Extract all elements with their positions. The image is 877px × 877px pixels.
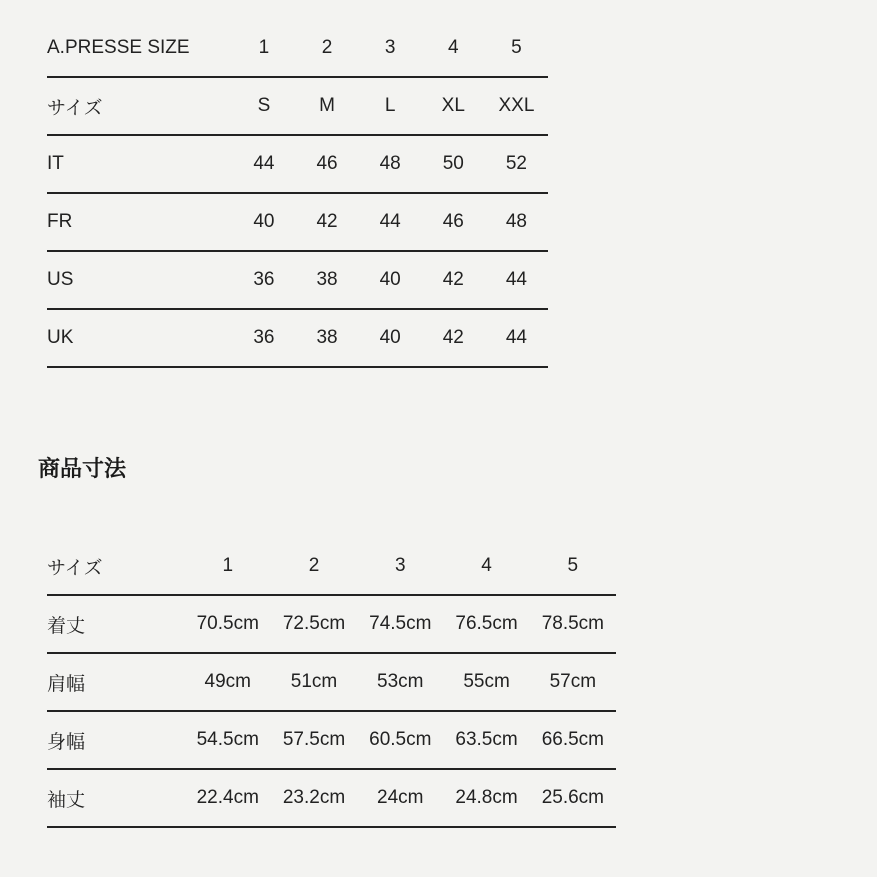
dim-table-header-row [47,538,616,595]
size-table-row [47,77,548,135]
size-table-cell: 42 [316,211,338,232]
size-table-cell: 46 [442,211,464,232]
dim-table-cell: 74.5cm [369,613,432,634]
size-table-cell: 40 [379,327,401,348]
dim-table-row-label: 着丈 [47,615,86,637]
dim-table-cell: 54.5cm [196,729,259,750]
size-table-cell: 50 [442,153,464,174]
size-table-cell: S [257,95,271,116]
dim-table-cell: 57cm [549,671,597,692]
size-table-cell: L [384,95,396,116]
dim-table-cell: 2 [308,555,320,576]
size-table-row-label: UK [47,327,74,348]
size-table-cell: 48 [379,153,401,174]
dim-table-cell: 66.5cm [541,729,604,750]
dim-table-cell: 57.5cm [282,729,346,750]
dim-table-cell: 23.2cm [282,787,346,808]
size-table-row [47,193,548,251]
size-table-cell: 44 [505,327,527,348]
dim-table-cell: 51cm [290,671,338,692]
dim-table-row [47,595,616,653]
dim-table-row-label: サイズ [47,557,103,579]
dim-table-cell: 70.5cm [196,613,259,634]
size-table-cell: 5 [511,37,522,58]
dim-table-cell: 22.4cm [196,787,259,808]
dim-table-cell: 72.5cm [282,613,346,634]
dim-table-cell: 53cm [377,671,424,692]
product-dimensions-table [47,538,616,828]
size-table-row-label: US [47,269,74,290]
size-table-cell: 3 [384,37,396,58]
dim-table-cell: 60.5cm [369,729,432,750]
size-conversion-table [47,20,548,368]
dim-table-row-label: 身幅 [47,731,86,753]
size-table-row-label: A.PRESSE SIZE [47,37,190,58]
size-table-cell: 46 [316,153,338,174]
size-table-cell: 4 [448,37,459,58]
size-table-row-label: FR [47,211,73,232]
size-table-cell: 36 [253,269,275,290]
dim-table-row-label: 袖丈 [47,789,86,811]
size-table-cell: 42 [442,269,464,290]
dim-table-cell: 3 [395,555,406,576]
size-table-row [47,135,548,193]
dim-table-cell: 63.5cm [455,729,518,750]
section-title: 商品寸法 [38,456,127,481]
size-table-cell: M [319,95,335,116]
dim-table-row-label: 肩幅 [47,673,86,695]
dim-table-cell: 78.5cm [541,613,604,634]
size-table-row [47,251,548,309]
size-table-cell: XXL [498,95,535,116]
size-table-cell: 40 [253,211,275,232]
size-table-cell: 36 [253,327,275,348]
dim-table-row [47,653,616,711]
dim-table-cell: 49cm [204,671,251,692]
size-table-cell: 42 [442,327,464,348]
size-table-cell: 1 [258,37,270,58]
size-table-row-label: サイズ [47,97,103,119]
size-table-cell: 44 [505,269,527,290]
size-table-row [47,309,548,367]
size-table-cell: 40 [379,269,401,290]
size-table-header-row [47,20,548,77]
dim-table-cell: 25.6cm [541,787,604,808]
size-table-cell: 44 [379,211,401,232]
size-table-cell: 48 [505,211,527,232]
dim-table-cell: 24.8cm [455,787,518,808]
size-table-cell: 38 [316,269,338,290]
size-table-cell: 2 [321,37,333,58]
dim-table-row [47,711,616,769]
dim-table-cell: 55cm [463,671,510,692]
size-table-cell: 44 [253,153,275,174]
size-table-cell: XL [441,95,465,116]
size-table-row-label: IT [47,153,64,174]
dim-table-cell: 5 [567,555,579,576]
dim-table-cell: 1 [222,555,234,576]
size-table-cell: 38 [316,327,338,348]
size-table-cell: 52 [505,153,527,174]
dim-table-cell: 76.5cm [455,613,518,634]
dim-table-cell: 4 [481,555,492,576]
dim-table-cell: 24cm [377,787,424,808]
dim-table-row [47,769,616,827]
